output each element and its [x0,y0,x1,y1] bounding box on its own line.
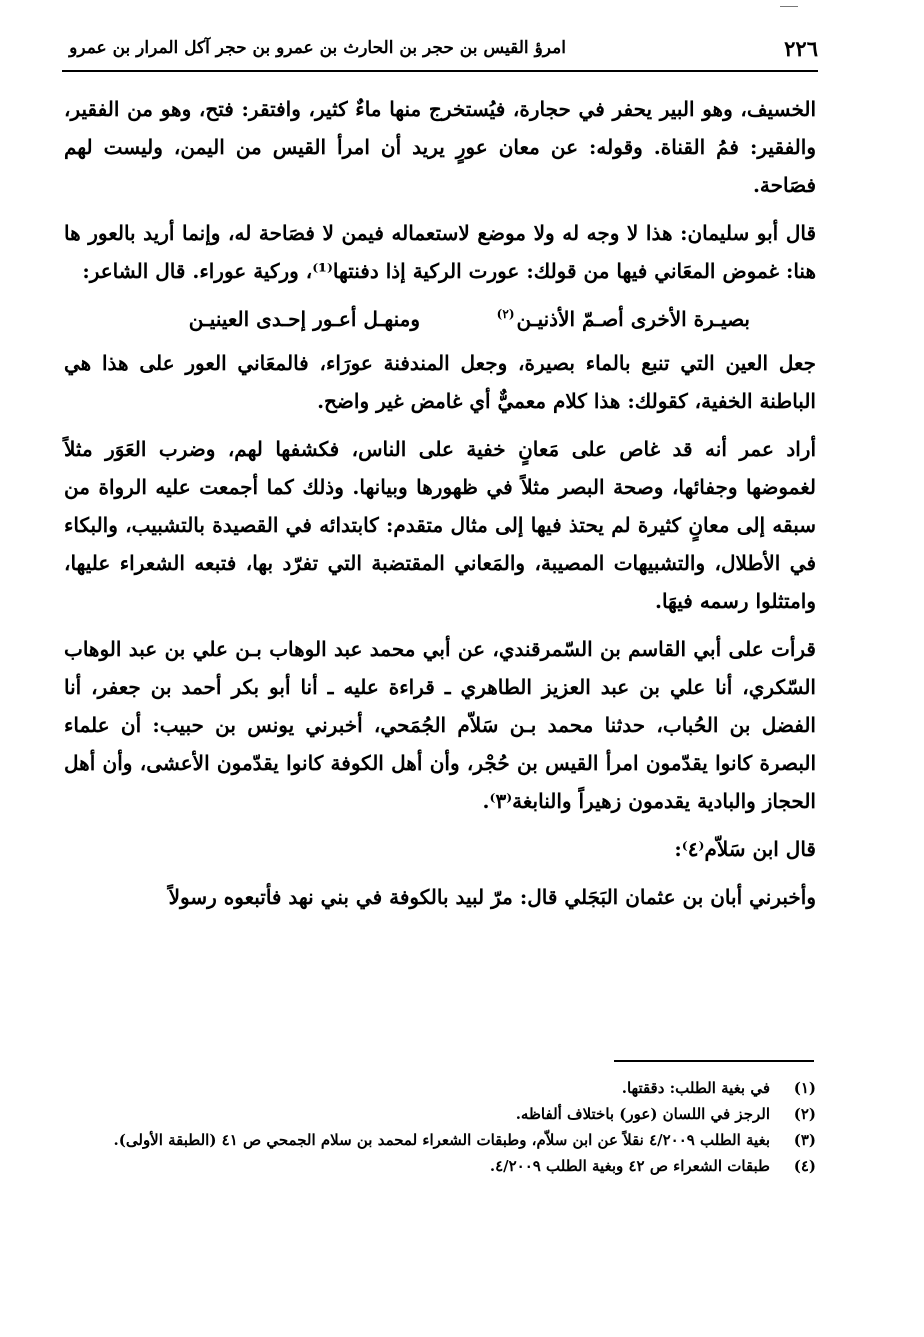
verse-hemistich-2: بصيـرة الأخرى أصـمّ الأذنيـن$^{(٢)}$ [496,307,750,331]
footnotes [64,1075,816,1179]
paragraph-7 [64,878,816,916]
footnote-number: (٣) [793,1131,816,1149]
lead-word-qara-tu: قرأت على [728,637,816,661]
paragraph-3: جعل العين التي تنبع بالماء بصيرة، وجعل المندفنة عورَاء، فالمعَاني العور على هذا هي الباطنة الخفية، كقولك: هذا كلام معميٌّ أي غامض غير واضح. [64,351,816,413]
footnote-separator [614,1060,814,1062]
footnote [64,1101,816,1127]
footnote-text: في بغية الطلب: دققتها. [621,1079,770,1097]
paragraph-5-text: أبي القاسم بن السّمرقندي، عن أبي محمد عبد الوهاب بـن علي بن عبد الوهاب السّكري، أنا علي بن عبد العزيز الطاهري ـ قراءة عليه ـ أنا أبو بكر أحمد بن جعفر، أنا الفضل بن الحُباب، حدثنا محمد بـن سَلاّم الجُمَحي، أخبرني يونس بن حبيب: أن علماء البصرة كانوا يقدّمون امرأ القيس بن حُجْر، وأن أهل الكوفة كانوا يقدّمون الأعشى، وأن أهل الحجاز والبادية يقدمون زهيراً والنابغة⁽٣⁾. [64,637,816,813]
footnote-number: (١) [793,1079,816,1097]
paragraph-5 [64,630,816,820]
footnote [64,1153,816,1179]
verse-footnote-ref: (٢) [496,307,515,321]
poetry-verse [64,298,816,338]
paragraph-2: قال أبو سليمان: هذا لا وجه له ولا موضع لاستعماله فيمن لا فصَاحة له، وإنما أريد بالعور ها هنا: غموض المعَاني فيها من قولك: عورت الركية إذا دفنتها⁽¹⁾، وركية عوراء. قال الشاعر: [64,221,816,283]
footnote [64,1127,816,1153]
verse-hemistich-1: ومنهـل أعـور إحـدى العينيـن [188,307,420,331]
paragraph-1: الخسيف، وهو البير يحفر في حجارة، فيُستخرج منها ماءٌ كثير، وافتقر: فتح، وهو من الفقير، والفقير: فمُ القناة. وقوله: عن معان عورٍ يريد أن امرأ القيس من اليمن، وليست لهم فصَاحة. [64,97,816,197]
footnote-number: (٤) [793,1157,816,1175]
paragraph-6: قال ابن سَلاّم⁽٤⁾: [674,837,816,861]
page-number: ٢٢٦ [784,36,818,61]
scan-mark [780,6,798,7]
footnote [64,1075,816,1101]
running-header [62,36,818,72]
footnote-text: طبقات الشعراء ص ٤٢ وبغية الطلب ٤/٢٠٠٩. [489,1157,770,1175]
footnote-number: (٢) [793,1105,816,1123]
paragraph-7-text: أبان بن عثمان البَجَلي قال: مرّ لبيد بالكوفة في بني نهد فأتبعوه رسولاً [168,885,743,909]
footnote-text: بغية الطلب ٤/٢٠٠٩ نقلاً عن ابن سلاّم، وطبقات الشعراء لمحمد بن سلام الجمحي ص ٤١ (الطبقة الأولى). [113,1131,770,1149]
lead-word-akhbarani: وأخبرني [749,885,816,909]
paragraph-4: أراد عمر أنه قد غاص على مَعانٍ خفية على الناس، فكشفها لهم، وضرب العَوَر مثلاً لغموضها وجفائها، وصحة البصر مثلاً في ظهورها وبيانها. وذلك كما أجمعت عليه الرواة من سبقه إلى معانٍ كثيرة لم يحتذ فيها إلى مثال متقدم: كابتدائه في القصيدة بالتشبيب، والبكاء في الأطلال، والتشبيهات المصيبة، والمَعاني المقتضبة التي تفرّد بها، فتبعه الشعراء عليها، وامتثلوا رسمه فيهَا. [64,437,817,613]
footnote-text: الرجز في اللسان (عور) باختلاف ألفاظه. [515,1105,770,1123]
header-title: امرؤ القيس بن حجر بن الحارث بن عمرو بن حجر آكل المرار بن عمرو [69,38,566,58]
main-text [64,90,816,926]
